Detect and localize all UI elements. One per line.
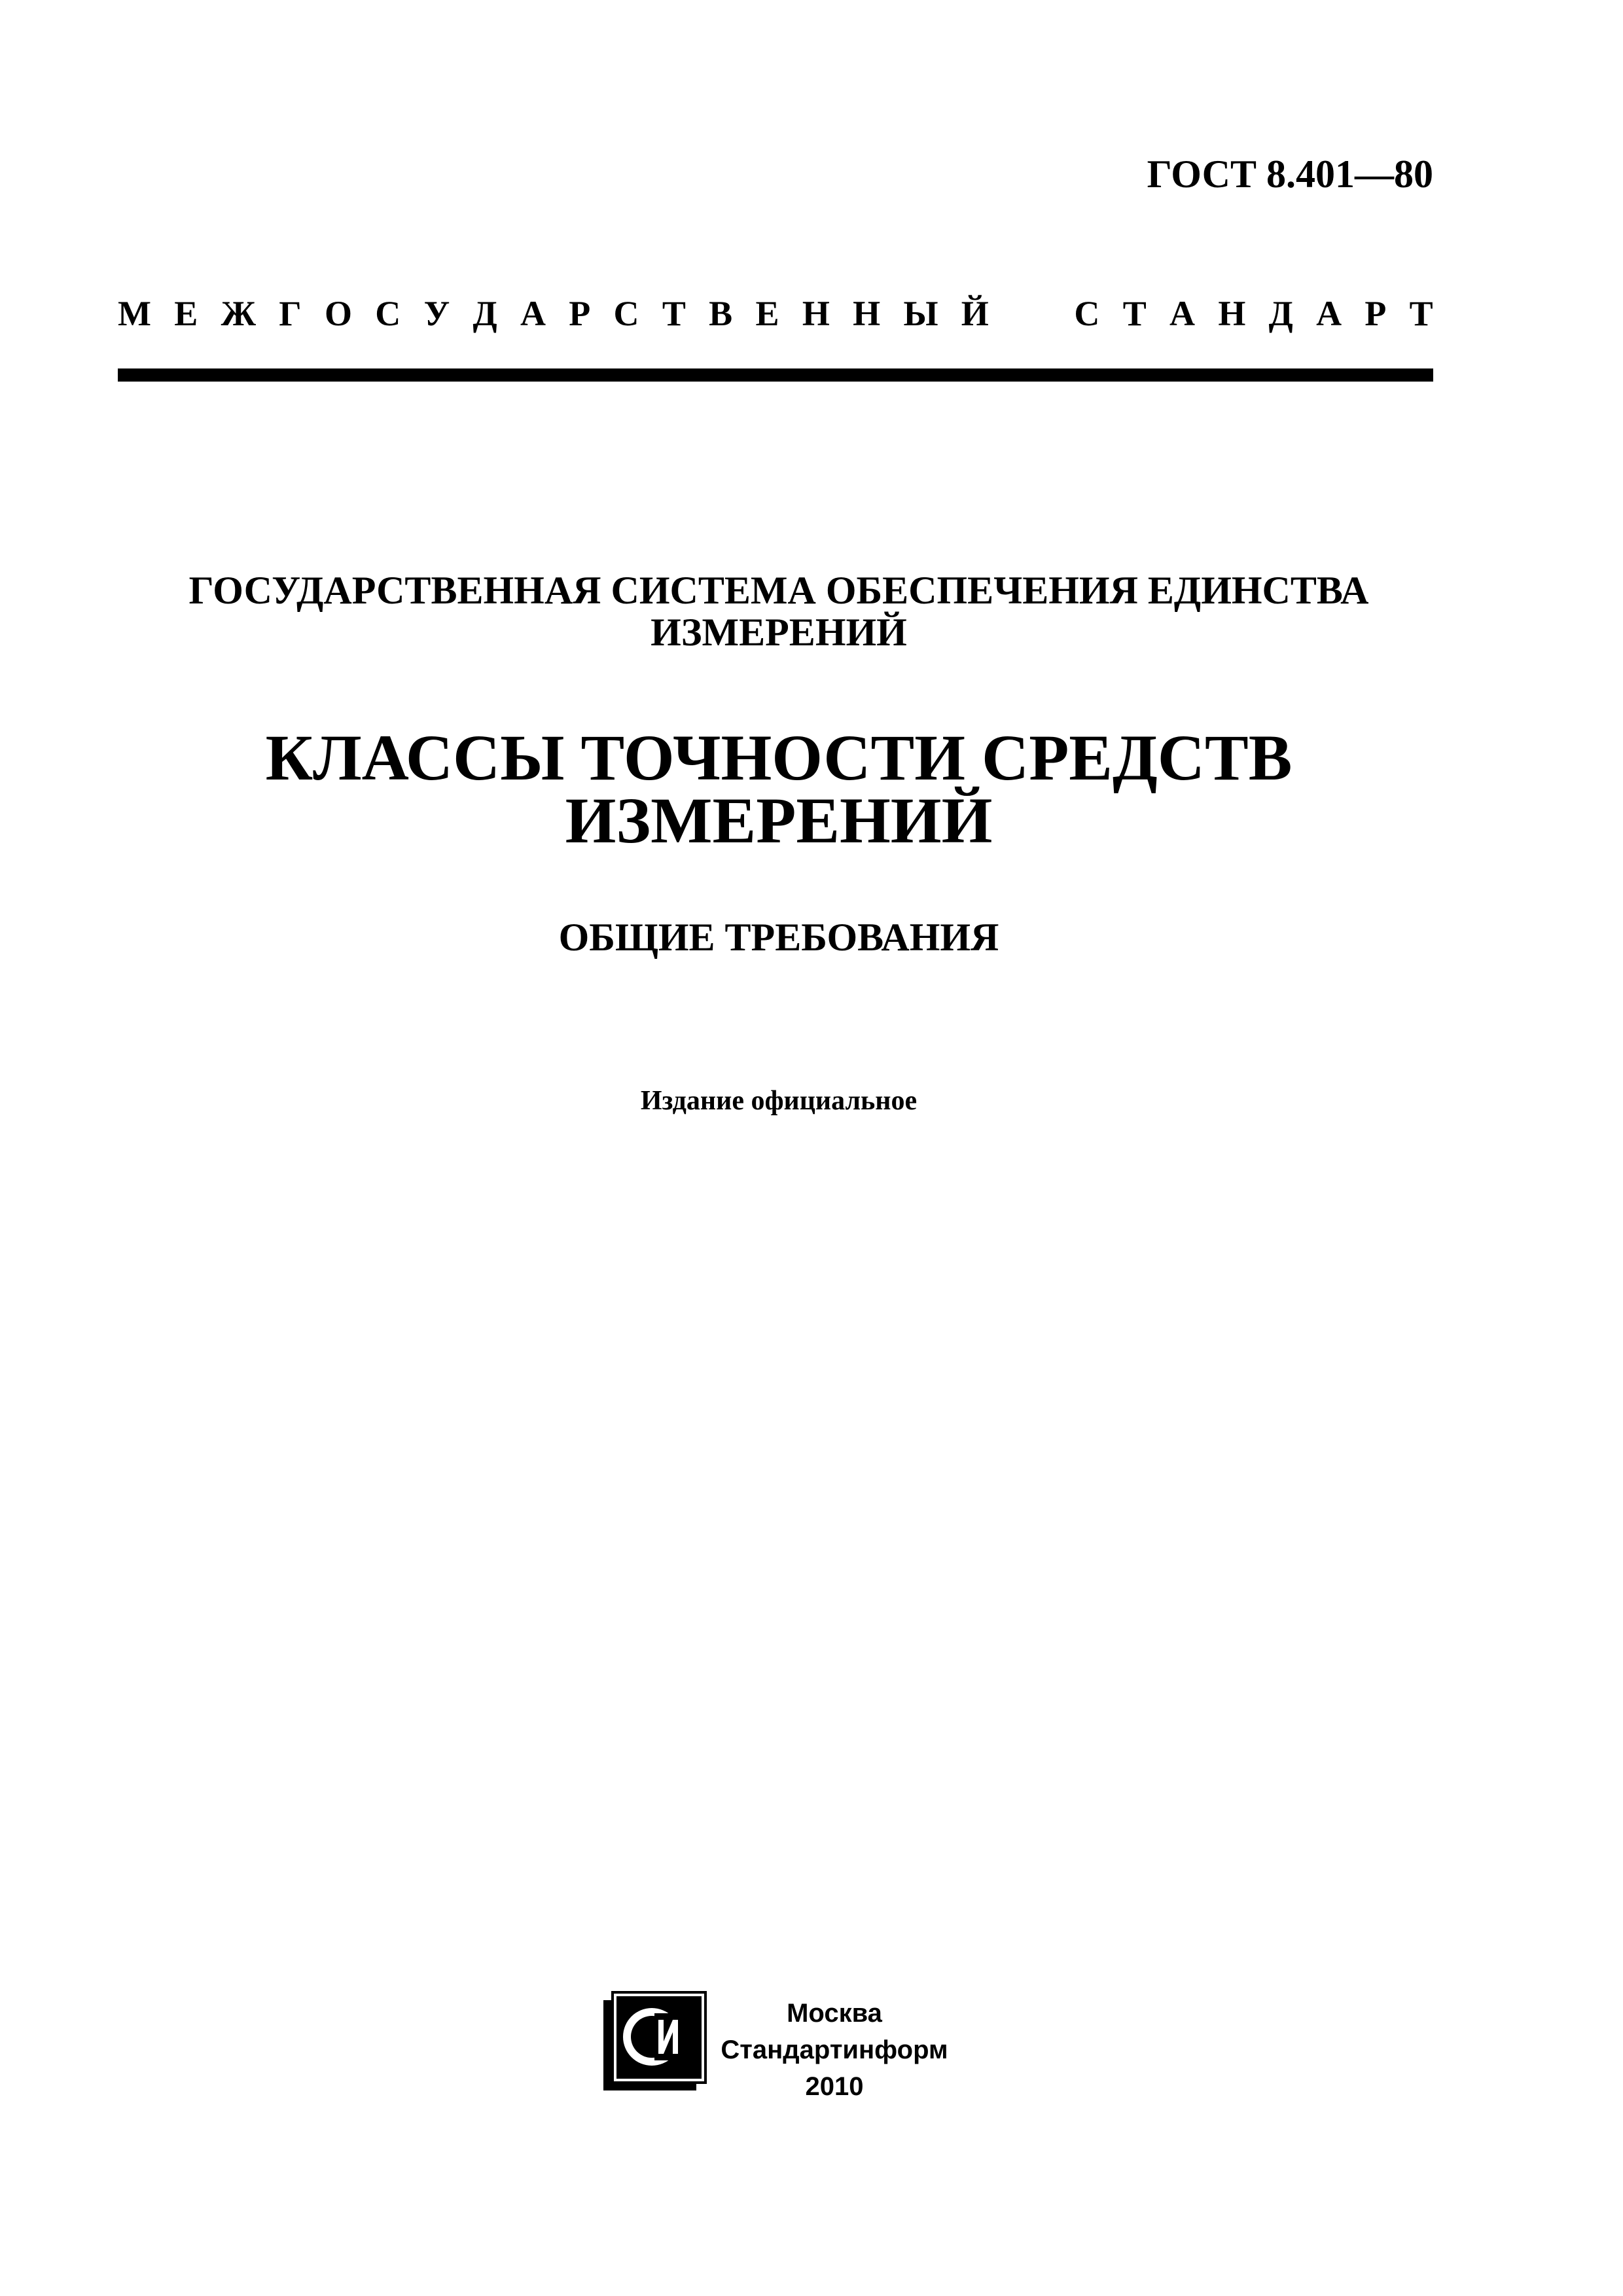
standard-number: ГОСТ 8.401—80 [1147, 152, 1433, 196]
heading-letter: С [1074, 294, 1100, 333]
heading-rule [118, 368, 1433, 382]
publisher-block [690, 1995, 978, 2105]
heading-letter: М [118, 294, 151, 333]
main-title-line-1: КЛАССЫ ТОЧНОСТИ СРЕДСТВ [265, 721, 1293, 794]
subtitle: ОБЩИЕ ТРЕБОВАНИЯ [558, 916, 999, 959]
heading-letter: У [423, 294, 450, 333]
heading-letter: Т [1122, 294, 1147, 333]
heading-letter: Н [1218, 294, 1246, 333]
heading-letter: С [613, 294, 639, 333]
heading-letter: Р [569, 294, 591, 333]
heading-letter: Г [279, 294, 302, 333]
edition-note: Издание официальное [640, 1086, 918, 1116]
word-gap [1012, 293, 1051, 334]
heading-letter: А [1316, 294, 1342, 333]
heading-letter: Т [662, 294, 686, 333]
heading-letter: А [1169, 294, 1196, 333]
heading-letter: Д [473, 294, 497, 333]
heading-letter: Т [1409, 294, 1433, 333]
heading-letter: С [375, 294, 401, 333]
publisher-city: Москва [787, 1999, 882, 2028]
publisher-name: Стандартинформ [721, 2036, 948, 2064]
heading-letter: О [324, 294, 352, 333]
system-title-line-2: ИЗМЕРЕНИЙ [651, 611, 907, 654]
heading-letter: Й [961, 294, 989, 333]
heading-letter: Е [174, 294, 198, 333]
heading-letter: Н [802, 294, 830, 333]
heading-letter: В [709, 294, 733, 333]
main-title [0, 721, 1558, 857]
heading-letter: Р [1364, 294, 1387, 333]
heading-letter: Е [755, 294, 779, 333]
heading-letter: Ы [903, 294, 938, 333]
publication-year: 2010 [805, 2072, 864, 2101]
system-title-line-1: ГОСУДАРСТВЕННАЯ СИСТЕМА ОБЕСПЕЧЕНИЯ ЕДИНСТВА [188, 569, 1369, 612]
main-title-line-2: ИЗМЕРЕНИЙ [565, 784, 993, 857]
heading-letter: Д [1268, 294, 1293, 333]
interstate-standard-heading [118, 293, 1433, 334]
heading-letter: Н [853, 294, 881, 333]
heading-letter: Ж [221, 294, 256, 333]
heading-letter: А [520, 294, 546, 333]
system-title [0, 569, 1558, 653]
